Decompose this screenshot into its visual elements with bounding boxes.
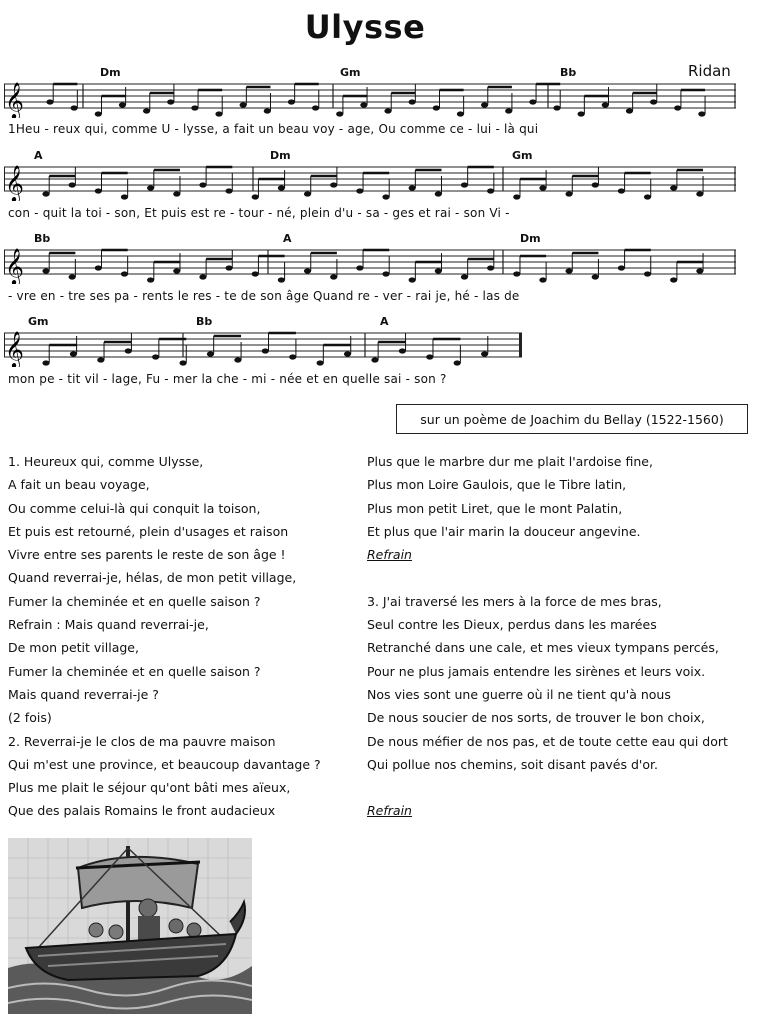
chord-label: Bb	[196, 315, 213, 328]
note-head	[207, 351, 214, 356]
note-head	[69, 182, 76, 187]
note-head	[264, 108, 271, 113]
note-head	[173, 191, 180, 196]
note-head	[70, 351, 77, 356]
verse-line: Plus me plait le séjour qu'ont bâti mes aïeux,	[8, 780, 291, 796]
treble-clef-icon: 𝄞	[5, 247, 24, 284]
verse-line: Mais quand reverrai-je ?	[8, 686, 159, 702]
treble-clef-icon: 𝄞	[5, 81, 24, 118]
note-head	[399, 348, 406, 353]
note-head	[143, 108, 150, 113]
blank-line	[367, 776, 728, 799]
note-head	[481, 102, 488, 107]
note-head	[330, 182, 337, 187]
note-head	[409, 185, 416, 190]
verse-line: Et puis est retourné, plein d'usages et raison	[8, 523, 289, 539]
note-head	[592, 274, 599, 279]
note-head	[409, 99, 416, 104]
note-head	[426, 354, 433, 359]
verse-line: Ou comme celui-là qui conquit la toison,	[8, 500, 261, 516]
lyric-line-2: con - quit la toi - son, Et puis est re - tour - né, plein d'u - sa - ges et rai - son Vi -	[8, 206, 510, 220]
chord-label: A	[380, 315, 389, 328]
note-head	[592, 182, 599, 187]
verse-line: 3. J'ai traversé les mers à la force de mes bras,	[367, 593, 662, 609]
note-head	[529, 99, 536, 104]
note-head	[384, 108, 391, 113]
note-head	[461, 274, 468, 279]
note-head	[539, 185, 546, 190]
note-head	[487, 188, 494, 193]
note-head	[119, 102, 126, 107]
note-head	[371, 357, 378, 362]
note-head	[304, 268, 311, 273]
note-head	[454, 360, 461, 365]
note-head	[215, 111, 222, 116]
note-head	[618, 265, 625, 270]
verse-line: Qui m'est une province, et beaucoup davantage ?	[8, 756, 321, 772]
note-head	[121, 271, 128, 276]
verse-line: Plus mon petit Liret, que le mont Palatin,	[367, 500, 623, 516]
chord-label: A	[283, 232, 292, 245]
note-head	[95, 111, 102, 116]
staff-system	[4, 244, 736, 284]
note-head	[670, 277, 677, 282]
note-head	[71, 105, 78, 110]
note-head	[565, 191, 572, 196]
note-head	[461, 182, 468, 187]
note-head	[191, 105, 198, 110]
note-head	[356, 188, 363, 193]
note-head	[42, 268, 49, 273]
verse-line: Fumer la cheminée et en quelle saison ?	[8, 663, 261, 679]
note-head	[173, 268, 180, 273]
note-head	[240, 102, 247, 107]
verse-line: Que des palais Romains le front audacieux	[8, 803, 276, 819]
treble-clef-icon: 𝄞	[5, 330, 24, 367]
note-head	[179, 360, 186, 365]
note-head	[433, 105, 440, 110]
note-head	[409, 277, 416, 282]
note-head	[618, 188, 625, 193]
verse-line: Seul contre les Dieux, perdus dans les marées	[367, 617, 657, 633]
note-head	[435, 268, 442, 273]
note-head	[234, 357, 241, 362]
verses-left-column	[8, 450, 321, 823]
verse-line: Et plus que l'air marin la douceur angevine.	[367, 523, 641, 539]
note-head	[289, 354, 296, 359]
note-head	[278, 277, 285, 282]
note-head	[344, 351, 351, 356]
verse-line: A fait un beau voyage,	[8, 477, 150, 493]
note-head	[360, 102, 367, 107]
song-title: Ulysse	[304, 8, 426, 46]
note-head	[644, 194, 651, 199]
refrain-label: Refrain	[367, 803, 412, 819]
chord-label: Gm	[340, 66, 361, 79]
chord-label: Gm	[28, 315, 49, 328]
note-head	[46, 99, 53, 104]
verse-line: Fumer la cheminée et en quelle saison ?	[8, 593, 261, 609]
note-head	[97, 357, 104, 362]
staff-system	[4, 327, 522, 367]
verse-line: 2. Reverrai-je le clos de ma pauvre maison	[8, 733, 276, 749]
note-head	[457, 111, 464, 116]
note-head	[670, 185, 677, 190]
note-head	[382, 271, 389, 276]
chord-label: Dm	[270, 149, 291, 162]
note-head	[225, 188, 232, 193]
note-head	[578, 111, 585, 116]
note-head	[565, 268, 572, 273]
note-head	[435, 191, 442, 196]
verse-line: De mon petit village,	[8, 640, 139, 656]
lyric-line-4: mon pe - tit vil - lage, Fu - mer la che - mi - née et en quelle sai - son ?	[8, 372, 447, 386]
verse-line: Plus que le marbre dur me plait l'ardoise fine,	[367, 454, 653, 469]
chord-label: A	[34, 149, 43, 162]
verse-line: De nous soucier de nos sorts, de trouver le bon choix,	[367, 710, 705, 726]
note-head	[513, 271, 520, 276]
blank-line	[367, 566, 728, 589]
note-head	[95, 265, 102, 270]
note-head	[312, 105, 319, 110]
note-head	[382, 194, 389, 199]
note-head	[356, 265, 363, 270]
note-head	[481, 351, 488, 356]
refrain-label: Refrain	[367, 547, 412, 563]
note-head	[199, 182, 206, 187]
note-head	[696, 268, 703, 273]
note-head	[602, 102, 609, 107]
note-head	[252, 194, 259, 199]
chord-label: Dm	[520, 232, 541, 245]
verse-line: Pour ne plus jamais entendre les sirènes et leurs voix.	[367, 663, 706, 679]
note-head	[553, 105, 560, 110]
verse-line: Vivre entre ses parents le reste de son âge !	[8, 547, 286, 563]
note-head	[288, 99, 295, 104]
verse-line: Nos vies sont une guerre où il ne tient qu'à nous	[367, 686, 671, 702]
note-head	[95, 188, 102, 193]
refrain-line: Refrain : Mais quand reverrai-je,	[8, 617, 209, 633]
note-head	[69, 274, 76, 279]
note-head	[304, 191, 311, 196]
note-head	[513, 194, 520, 199]
ulysses-ship-mosaic-image	[8, 838, 252, 1014]
note-head	[121, 194, 128, 199]
note-head	[225, 265, 232, 270]
lyric-line-3: - vre en - tre ses pa - rents le res - te de son âge Quand re - ver - rai je, hé - las de	[8, 289, 520, 303]
note-head	[539, 277, 546, 282]
note-head	[487, 265, 494, 270]
chord-label: Gm	[512, 149, 533, 162]
note-head	[147, 185, 154, 190]
chord-label: Dm	[100, 66, 121, 79]
treble-clef-icon: 𝄞	[5, 164, 24, 201]
verse-line: (2 fois)	[8, 710, 52, 726]
verse-line: Plus mon Loire Gaulois, que le Tibre latin,	[367, 477, 627, 493]
composer-name: Ridan	[688, 62, 731, 80]
note-head	[42, 360, 49, 365]
staff-system	[4, 161, 736, 201]
chord-label: Bb	[34, 232, 51, 245]
verse-line: Qui pollue nos chemins, soit disant pavés d'or.	[367, 756, 658, 772]
chord-label: Bb	[560, 66, 577, 79]
note-head	[199, 274, 206, 279]
poem-credit: sur un poème de Joachim du Bellay (1522-1560)	[396, 404, 748, 434]
note-head	[336, 111, 343, 116]
note-head	[147, 277, 154, 282]
verse-line: Quand reverrai-je, hélas, de mon petit village,	[8, 570, 297, 586]
staff-system	[4, 78, 736, 118]
note-head	[696, 191, 703, 196]
note-head	[644, 271, 651, 276]
note-head	[330, 274, 337, 279]
note-head	[674, 105, 681, 110]
verse-line: De nous méfier de nos pas, et de toute cette eau qui dort	[367, 733, 728, 749]
note-head	[650, 99, 657, 104]
note-head	[505, 108, 512, 113]
note-head	[125, 348, 132, 353]
note-head	[262, 348, 269, 353]
verses-right-column	[367, 450, 728, 823]
note-head	[626, 108, 633, 113]
note-head	[278, 185, 285, 190]
note-head	[167, 99, 174, 104]
note-head	[42, 191, 49, 196]
note-head	[152, 354, 159, 359]
verse-line: Retranché dans une cale, et mes vieux tympans percés,	[367, 640, 719, 656]
note-head	[698, 111, 705, 116]
note-head	[317, 360, 324, 365]
lyric-line-1: 1Heu - reux qui, comme U - lysse, a fait un beau voy - age, Ou comme ce - lui - là qui	[8, 122, 539, 136]
verse-line: 1. Heureux qui, comme Ulysse,	[8, 454, 204, 469]
note-head	[252, 271, 259, 276]
